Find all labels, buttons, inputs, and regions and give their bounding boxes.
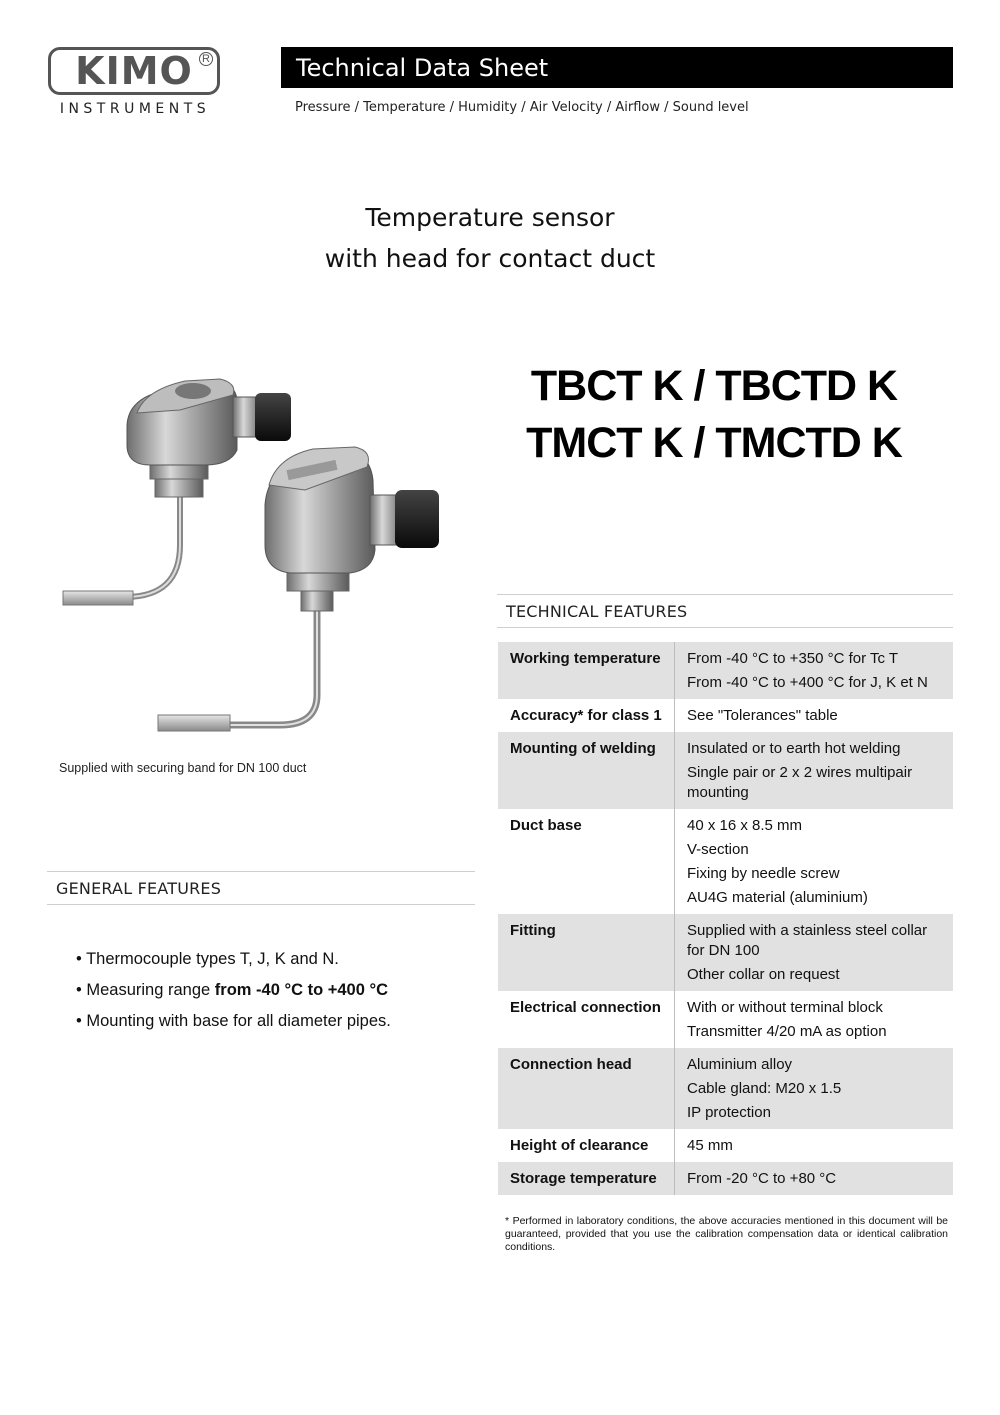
general-features-heading-text: GENERAL FEATURES [56,878,222,898]
list-item: • Thermocouple types T, J, K and N. [76,950,339,968]
row-value: From -40 °C to +350 °C for Tc T From -40 °C to +400 °C for J, K et N [675,642,954,699]
table-row [498,642,953,699]
table-row [498,699,953,732]
table-row [498,809,953,914]
logo-subtitle: INSTRUMENTS [59,101,211,117]
footnote: * Performed in laboratory conditions, the above accuracies mentioned in this document will be guaranteed, provided that you use the calibration compensation data or identical calibration conditions. [505,1215,948,1253]
row-value: Insulated or to earth hot welding Single pair or 2 x 2 wires multipair mounting [675,732,954,809]
product-photo [55,365,455,750]
row-value: With or without terminal block Transmitter 4/20 mA as option [687,999,887,1040]
table-row [498,1048,953,1129]
general-features-list [76,948,391,1041]
row-value: Supplied with a stainless steel collar for DN 100 Other collar on request [675,914,954,991]
row-value: Aluminium alloy Cable gland: M20 x 1.5 IP protection [675,1048,954,1129]
product-title-line-2: with head for contact duct [324,244,656,273]
model-line-2: TMCT K / TMCTD K [526,419,902,467]
table-row [498,1162,953,1195]
row-label: Electrical connection [498,991,675,1048]
row-label: Fitting [498,914,675,991]
list-item: • Measuring range from -40 °C to +400 °C [76,981,388,999]
general-features-heading [47,871,475,905]
image-caption: Supplied with securing band for DN 100 duct [59,761,307,775]
row-value: From -20 °C to +80 °C [675,1162,954,1195]
row-value: 40 x 16 x 8.5 mm V-section Fixing by needle screw AU4G material (aluminium) [687,817,868,906]
table-row [498,732,953,809]
product-categories: Pressure / Temperature / Humidity / Air Velocity / Airflow / Sound level [295,100,749,115]
document-type-bar [281,47,953,88]
product-title-line-1: Temperature sensor [365,203,615,232]
row-value: 45 mm [687,1137,733,1154]
logo-text: KIMO [75,49,193,93]
document-type-title: Technical Data Sheet [296,53,549,82]
kimo-logo [48,47,220,95]
row-label: Accuracy* for class 1 [498,699,675,732]
row-label: Height of clearance [498,1129,675,1162]
row-label: Working temperature [498,642,675,699]
row-label: Storage temperature [498,1162,675,1195]
model-references [500,358,928,472]
model-line-1: TBCT K / TBCTD K [530,362,898,410]
row-value: See "Tolerances" table [687,707,838,724]
row-label: Mounting of welding [498,732,675,809]
row-label: Duct base [498,809,675,914]
product-title [230,197,750,279]
registered-mark: R [199,52,213,66]
table-row [498,1129,953,1162]
technical-features-heading [497,594,953,628]
table-row [498,991,953,1048]
technical-features-heading-text: TECHNICAL FEATURES [506,601,688,621]
sensor-small-head [63,379,291,605]
table-row [498,914,953,991]
list-item: • Mounting with base for all diameter pipes. [76,1012,391,1030]
technical-features-table [498,642,953,1195]
row-label: Connection head [498,1048,675,1129]
